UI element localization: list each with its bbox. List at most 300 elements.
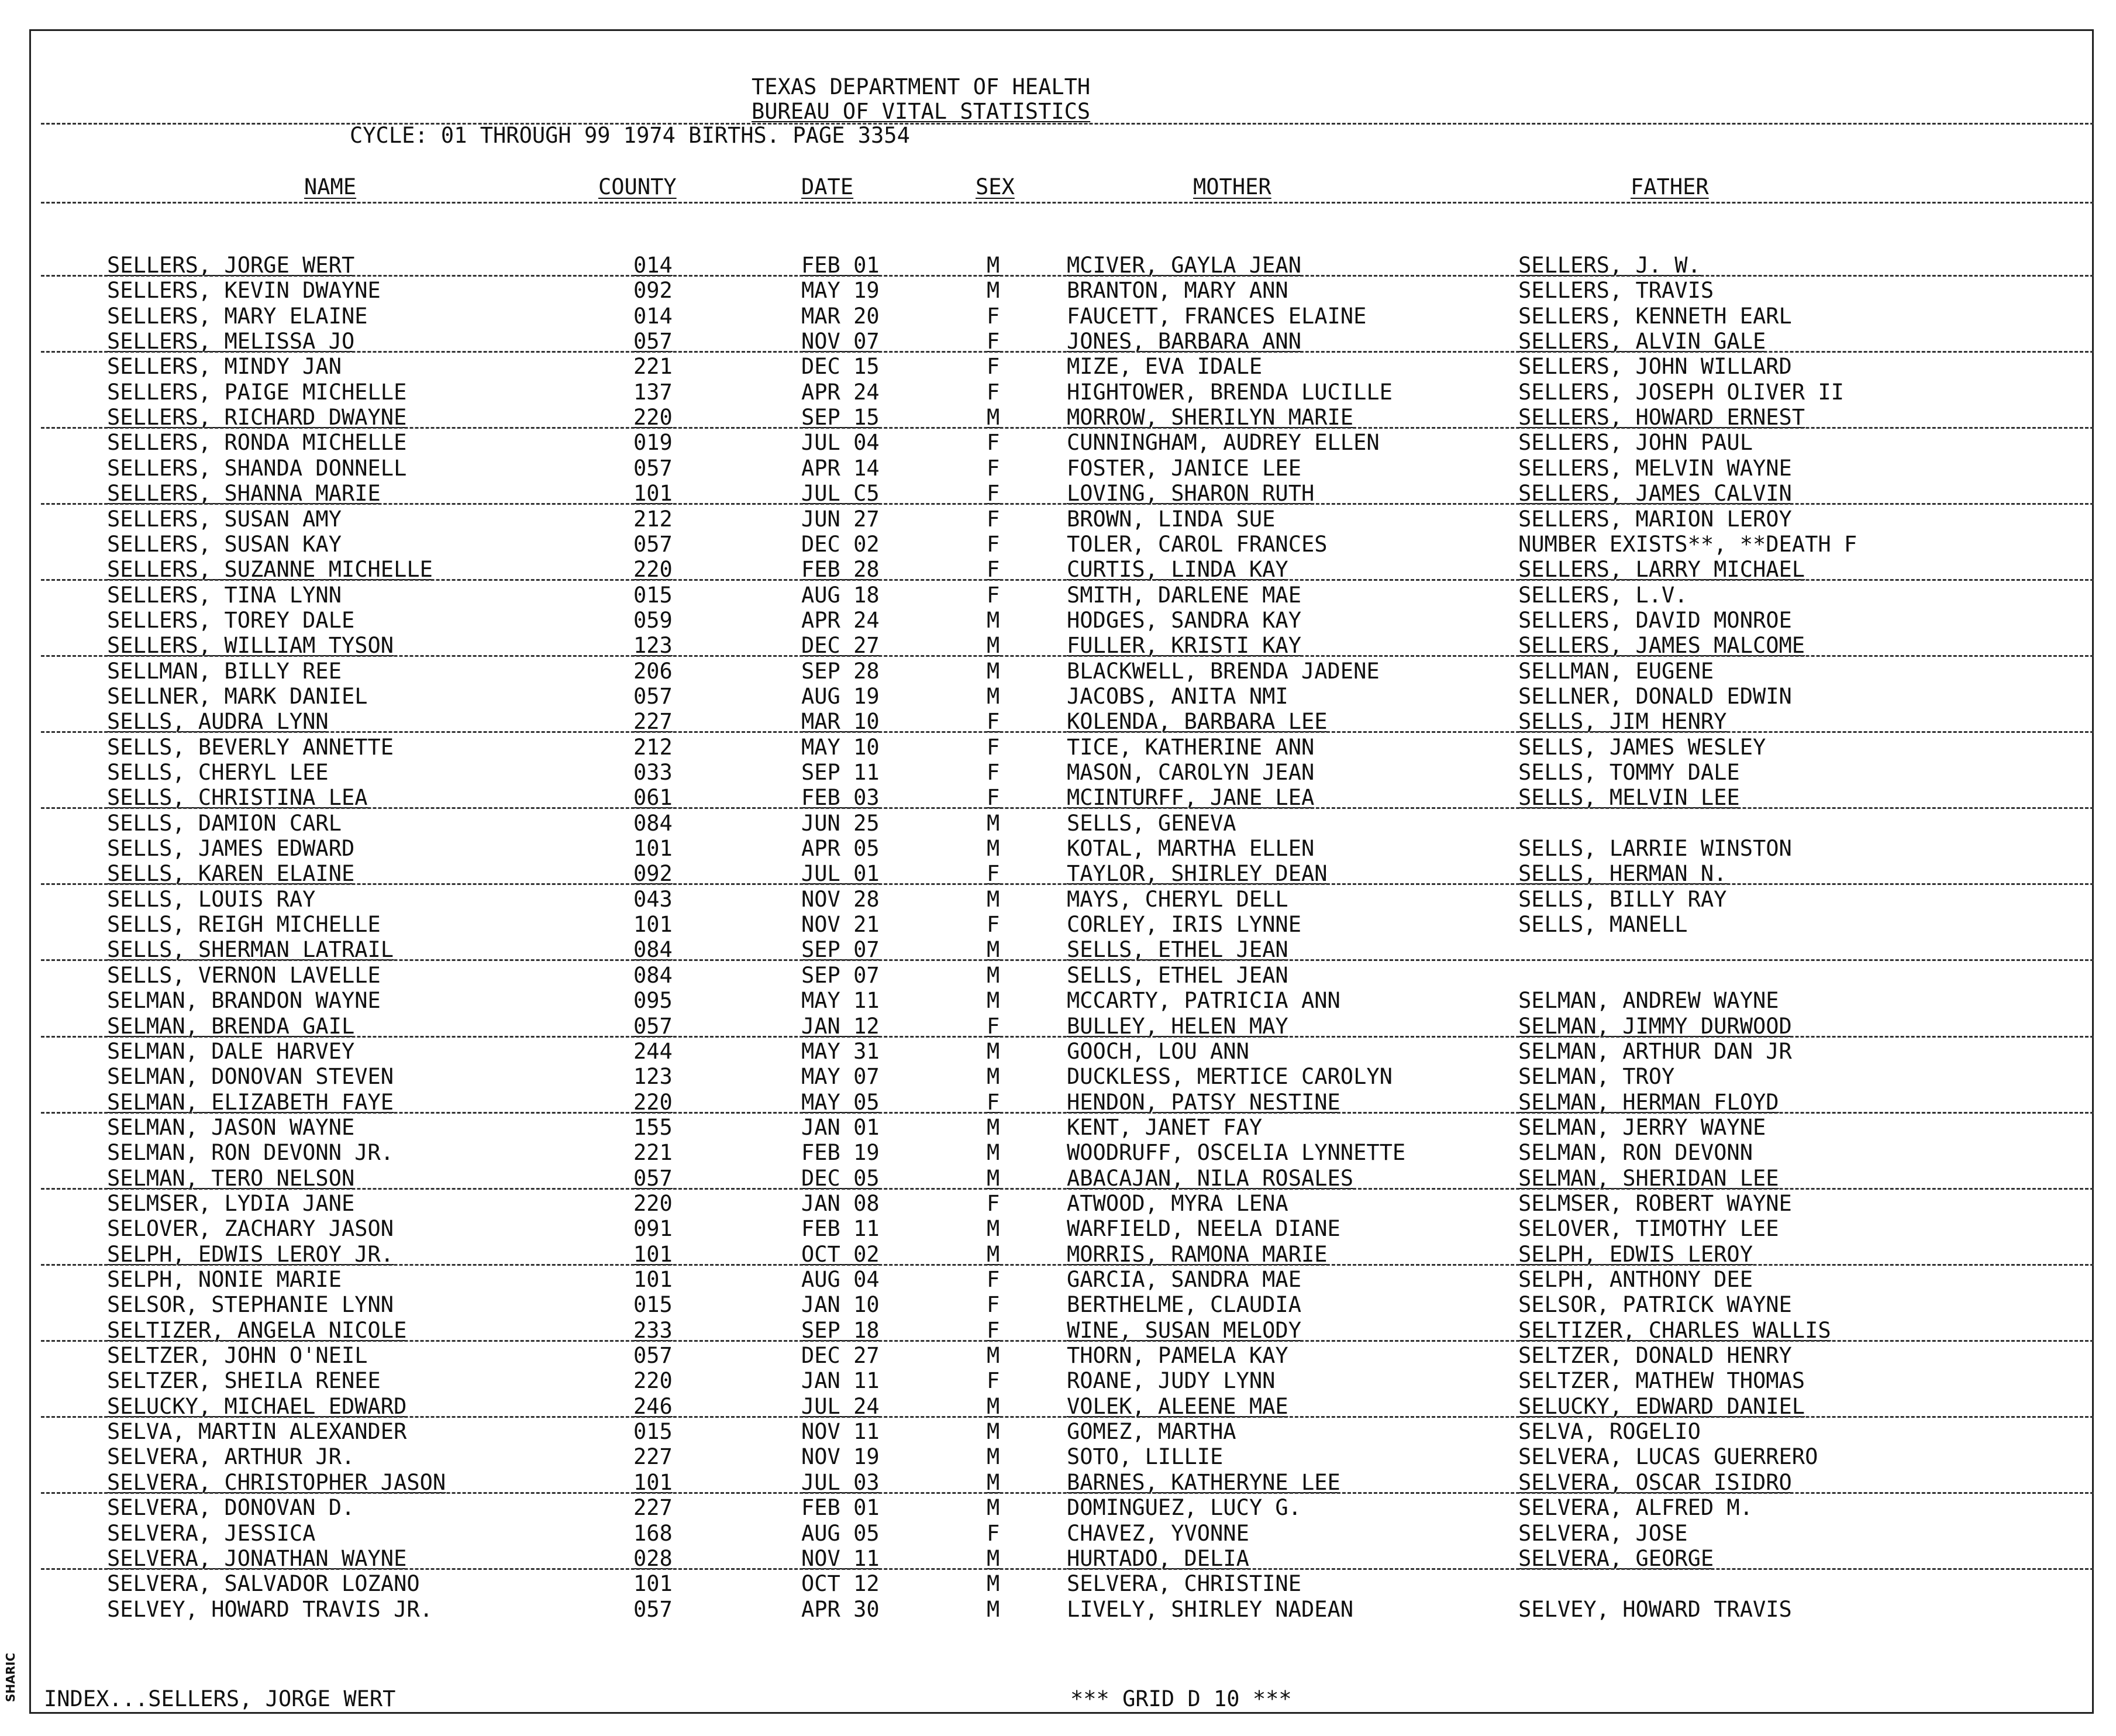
cell-name: SELLERS, TOREY DALE — [107, 607, 355, 633]
agency-title: TEXAS DEPARTMENT OF HEALTH — [752, 74, 1091, 99]
table-row — [0, 1242, 2116, 1267]
row-group-rule — [41, 1416, 2094, 1418]
cell-name: SELMAN, ELIZABETH FAYE — [107, 1089, 394, 1115]
cell-father: SELTZER, DONALD HENRY — [1518, 1343, 1792, 1369]
table-row — [0, 684, 2116, 709]
cell-sex: M — [987, 405, 1000, 430]
cell-county: 057 — [633, 329, 673, 354]
table-row — [0, 1546, 2116, 1571]
cell-mother: FAUCETT, FRANCES ELAINE — [1067, 303, 1367, 329]
bureau-title: BUREAU OF VITAL STATISTICS — [752, 99, 1091, 124]
cell-county: 092 — [633, 278, 673, 304]
cell-county: 043 — [633, 886, 673, 912]
cell-date: FEB 03 — [801, 785, 880, 811]
cell-date: MAY 10 — [801, 734, 880, 760]
table-row — [0, 532, 2116, 557]
cell-sex: F — [987, 379, 1000, 405]
row-group-rule — [41, 275, 2094, 277]
cell-name: SELLERS, WILLIAM TYSON — [107, 633, 394, 659]
row-group-rule — [41, 1568, 2094, 1570]
cell-date: DEC 27 — [801, 633, 880, 659]
table-row — [0, 735, 2116, 760]
table-row — [0, 354, 2116, 379]
cell-county: 244 — [633, 1038, 673, 1064]
cell-father: SELMAN, ANDREW WAYNE — [1518, 988, 1779, 1014]
table-row — [0, 1344, 2116, 1368]
cell-date: OCT 02 — [801, 1241, 880, 1267]
cell-date: AUG 19 — [801, 683, 880, 709]
cell-mother: HIGHTOWER, BRENDA LUCILLE — [1067, 379, 1393, 405]
cell-sex: F — [987, 1089, 1000, 1115]
row-group-rule — [41, 351, 2094, 353]
table-row — [0, 1039, 2116, 1064]
cell-sex: M — [987, 886, 1000, 912]
cell-date: DEC 02 — [801, 531, 880, 557]
cell-mother: KOLENDA, BARBARA LEE — [1067, 709, 1328, 735]
cell-date: FEB 19 — [801, 1140, 880, 1166]
table-row — [0, 430, 2116, 455]
cell-mother: SOTO, LILLIE — [1067, 1444, 1224, 1470]
cell-name: SELMAN, RON DEVONN JR. — [107, 1140, 394, 1166]
cell-date: MAY 19 — [801, 278, 880, 304]
cell-father: SELLERS, TRAVIS — [1518, 278, 1714, 304]
table-row — [0, 1496, 2116, 1520]
cell-mother: ABACAJAN, NILA ROSALES — [1067, 1165, 1354, 1191]
cell-father: SELLS, LARRIE WINSTON — [1518, 836, 1792, 862]
cell-county: 061 — [633, 785, 673, 811]
column-header-county: COUNTY — [598, 174, 677, 199]
cell-mother: TAYLOR, SHIRLEY DEAN — [1067, 861, 1328, 887]
cycle-line: CYCLE: 01 THROUGH 99 1974 BIRTHS. PAGE 3354 — [350, 123, 910, 148]
cell-county: 168 — [633, 1520, 673, 1546]
cell-county: 059 — [633, 607, 673, 633]
cell-name: SELLERS, SHANNA MARIE — [107, 481, 381, 507]
cell-mother: DOMINGUEZ, LUCY G. — [1067, 1495, 1301, 1521]
cell-sex: M — [987, 988, 1000, 1014]
cell-father: SELLERS, MARION LEROY — [1518, 506, 1792, 532]
cell-father: SELLS, MELVIN LEE — [1518, 785, 1740, 811]
cell-name: SELVERA, JONATHAN WAYNE — [107, 1545, 407, 1571]
table-row — [0, 659, 2116, 684]
cell-mother: CHAVEZ, YVONNE — [1067, 1520, 1249, 1546]
cell-county: 123 — [633, 633, 673, 659]
cell-date: MAR 20 — [801, 303, 880, 329]
cell-county: 057 — [633, 683, 673, 709]
cell-sex: M — [987, 1596, 1000, 1622]
cell-date: JUL 03 — [801, 1469, 880, 1495]
column-header-sex: SEX — [976, 174, 1015, 199]
cell-county: 084 — [633, 810, 673, 836]
row-group-rule — [41, 731, 2094, 733]
cell-father: SELVERA, JOSE — [1518, 1520, 1688, 1546]
table-row — [0, 557, 2116, 582]
cell-date: DEC 27 — [801, 1343, 880, 1369]
cell-name: SELSOR, STEPHANIE LYNN — [107, 1292, 394, 1318]
cell-father: SELLERS, L.V. — [1518, 582, 1688, 608]
cell-mother: MIZE, EVA IDALE — [1067, 354, 1263, 380]
table-row — [0, 583, 2116, 608]
cell-sex: M — [987, 1419, 1000, 1445]
cell-county: 101 — [633, 1469, 673, 1495]
cell-sex: M — [987, 683, 1000, 709]
cell-mother: SELVERA, CHRISTINE — [1067, 1571, 1301, 1597]
cell-county: 227 — [633, 1495, 673, 1521]
cell-date: APR 24 — [801, 379, 880, 405]
cell-name: SELLS, JAMES EDWARD — [107, 836, 355, 862]
cell-name: SELMAN, BRANDON WAYNE — [107, 988, 381, 1014]
row-group-rule — [41, 1188, 2094, 1190]
table-row — [0, 887, 2116, 912]
cell-county: 233 — [633, 1317, 673, 1343]
cell-father: SELPH, EDWIS LEROY — [1518, 1241, 1753, 1267]
cell-name: SELLERS, MARY ELAINE — [107, 303, 368, 329]
cell-sex: F — [987, 912, 1000, 938]
row-group-rule — [41, 1340, 2094, 1342]
cell-sex: M — [987, 1545, 1000, 1571]
cell-sex: M — [987, 836, 1000, 862]
cell-mother: SELLS, ETHEL JEAN — [1067, 962, 1288, 988]
cell-father: SELTIZER, CHARLES WALLIS — [1518, 1317, 1831, 1343]
cell-date: AUG 05 — [801, 1520, 880, 1546]
table-row — [0, 329, 2116, 354]
cell-county: 101 — [633, 481, 673, 507]
cell-father: SELVEY, HOWARD TRAVIS — [1518, 1596, 1792, 1622]
cell-father: SELOVER, TIMOTHY LEE — [1518, 1216, 1779, 1242]
cell-name: SELLERS, MINDY JAN — [107, 354, 342, 380]
table-row — [0, 836, 2116, 861]
cell-date: FEB 11 — [801, 1216, 880, 1242]
cell-father: SELLS, TOMMY DALE — [1518, 760, 1740, 785]
cell-name: SELMAN, DALE HARVEY — [107, 1038, 355, 1064]
table-row — [0, 1141, 2116, 1165]
cell-name: SELPH, NONIE MARIE — [107, 1267, 342, 1292]
cell-county: 220 — [633, 1368, 673, 1394]
table-row — [0, 1470, 2116, 1495]
cell-sex: F — [987, 709, 1000, 735]
cell-father: SELLERS, MELVIN WAYNE — [1518, 455, 1792, 481]
cell-father: SELLERS, J. W. — [1518, 253, 1701, 278]
cell-sex: F — [987, 303, 1000, 329]
cell-date: JUL 24 — [801, 1393, 880, 1419]
table-row — [0, 912, 2116, 937]
table-row — [0, 1394, 2116, 1419]
table-row — [0, 253, 2116, 278]
cell-county: 057 — [633, 1165, 673, 1191]
cell-name: SELLS, VERNON LAVELLE — [107, 962, 381, 988]
cell-sex: F — [987, 557, 1000, 583]
cell-sex: M — [987, 1495, 1000, 1521]
cell-mother: HURTADO, DELIA — [1067, 1545, 1249, 1571]
cell-father: SELLERS, HOWARD ERNEST — [1518, 405, 1805, 430]
cell-mother: HENDON, PATSY NESTINE — [1067, 1089, 1340, 1115]
cell-name: SELLERS, MELISSA JO — [107, 329, 355, 354]
cell-county: 014 — [633, 303, 673, 329]
cell-county: 092 — [633, 861, 673, 887]
cell-county: 212 — [633, 506, 673, 532]
cell-date: APR 05 — [801, 836, 880, 862]
cell-date: JAN 08 — [801, 1190, 880, 1216]
cell-mother: KENT, JANET FAY — [1067, 1114, 1263, 1140]
cell-date: MAY 11 — [801, 988, 880, 1014]
row-group-rule — [41, 883, 2094, 885]
table-row — [0, 278, 2116, 303]
table-row — [0, 1065, 2116, 1089]
cell-father: SELLERS, DAVID MONROE — [1518, 607, 1792, 633]
cell-date: DEC 05 — [801, 1165, 880, 1191]
cell-mother: ROANE, JUDY LYNN — [1067, 1368, 1276, 1394]
cell-father: SELMAN, SHERIDAN LEE — [1518, 1165, 1779, 1191]
cell-mother: BROWN, LINDA SUE — [1067, 506, 1276, 532]
cell-county: 220 — [633, 405, 673, 430]
cell-county: 057 — [633, 531, 673, 557]
cell-date: MAY 07 — [801, 1064, 880, 1090]
cell-father: SELMAN, JERRY WAYNE — [1518, 1114, 1766, 1140]
cell-county: 221 — [633, 1140, 673, 1166]
cell-county: 101 — [633, 1267, 673, 1292]
cell-date: NOV 07 — [801, 329, 880, 354]
cell-sex: F — [987, 430, 1000, 456]
cell-county: 084 — [633, 962, 673, 988]
table-row — [0, 1090, 2116, 1115]
cell-name: SELLERS, JORGE WERT — [107, 253, 355, 278]
cell-name: SELMAN, BRENDA GAIL — [107, 1013, 355, 1039]
cell-sex: M — [987, 1444, 1000, 1470]
cell-mother: GARCIA, SANDRA MAE — [1067, 1267, 1301, 1292]
cell-county: 019 — [633, 430, 673, 456]
cell-name: SELLERS, SUZANNE MICHELLE — [107, 557, 433, 583]
cell-date: NOV 11 — [801, 1545, 880, 1571]
cell-name: SELVEY, HOWARD TRAVIS JR. — [107, 1596, 433, 1622]
footer-index: INDEX...SELLERS, JORGE WERT — [44, 1686, 396, 1711]
cell-sex: M — [987, 1064, 1000, 1090]
side-note-text: SHARIC — [4, 1652, 18, 1702]
cell-father: SELLS, BILLY RAY — [1518, 886, 1727, 912]
cell-father: SELLERS, JOHN WILLARD — [1518, 354, 1792, 380]
cell-name: SELMSER, LYDIA JANE — [107, 1190, 355, 1216]
table-row — [0, 988, 2116, 1013]
cell-date: APR 24 — [801, 607, 880, 633]
cell-sex: F — [987, 1317, 1000, 1343]
cell-name: SELOVER, ZACHARY JASON — [107, 1216, 394, 1242]
cell-sex: F — [987, 1190, 1000, 1216]
cell-name: SELVERA, DONOVAN D. — [107, 1495, 355, 1521]
cell-sex: F — [987, 760, 1000, 785]
cell-sex: F — [987, 1520, 1000, 1546]
cell-name: SELLS, REIGH MICHELLE — [107, 912, 381, 938]
cell-name: SELPH, EDWIS LEROY JR. — [107, 1241, 394, 1267]
cell-name: SELUCKY, MICHAEL EDWARD — [107, 1393, 407, 1419]
cell-date: JAN 01 — [801, 1114, 880, 1140]
cell-sex: F — [987, 1267, 1000, 1292]
row-group-rule — [41, 959, 2094, 961]
cell-name: SELLS, KAREN ELAINE — [107, 861, 355, 887]
cell-date: AUG 18 — [801, 582, 880, 608]
cell-date: APR 30 — [801, 1596, 880, 1622]
table-row — [0, 1267, 2116, 1292]
cell-name: SELLERS, SHANDA DONNELL — [107, 455, 407, 481]
cell-father: SELMAN, HERMAN FLOYD — [1518, 1089, 1779, 1115]
cell-mother: GOMEZ, MARTHA — [1067, 1419, 1236, 1445]
cell-father: SELUCKY, EDWARD DANIEL — [1518, 1393, 1805, 1419]
column-header-mother: MOTHER — [1193, 174, 1271, 199]
cell-name: SELVERA, ARTHUR JR. — [107, 1444, 355, 1470]
cell-sex: F — [987, 1013, 1000, 1039]
cell-mother: MCCARTY, PATRICIA ANN — [1067, 988, 1340, 1014]
cell-name: SELLMAN, BILLY REE — [107, 658, 342, 684]
table-row — [0, 1191, 2116, 1216]
cell-county: 015 — [633, 1292, 673, 1318]
cell-date: SEP 15 — [801, 405, 880, 430]
cell-mother: MORRIS, RAMONA MARIE — [1067, 1241, 1328, 1267]
cell-county: 091 — [633, 1216, 673, 1242]
cell-mother: FULLER, KRISTI KAY — [1067, 633, 1301, 659]
cell-mother: MCIVER, GAYLA JEAN — [1067, 253, 1301, 278]
cell-county: 033 — [633, 760, 673, 785]
cell-sex: M — [987, 253, 1000, 278]
table-row — [0, 456, 2116, 481]
cell-mother: CORLEY, IRIS LYNNE — [1067, 912, 1301, 938]
cell-name: SELLERS, SUSAN KAY — [107, 531, 342, 557]
cell-sex: M — [987, 633, 1000, 659]
cell-county: 057 — [633, 455, 673, 481]
cell-sex: M — [987, 1393, 1000, 1419]
cell-sex: M — [987, 1140, 1000, 1166]
cell-father: SELVERA, GEORGE — [1518, 1545, 1714, 1571]
table-row — [0, 304, 2116, 329]
cell-county: 137 — [633, 379, 673, 405]
table-row — [0, 608, 2116, 633]
cell-sex: M — [987, 1571, 1000, 1597]
cell-mother: DUCKLESS, MERTICE CAROLYN — [1067, 1064, 1393, 1090]
row-group-rule — [41, 1264, 2094, 1266]
table-row — [0, 938, 2116, 962]
cell-mother: BERTHELME, CLAUDIA — [1067, 1292, 1301, 1318]
cell-sex: F — [987, 329, 1000, 354]
cell-father: SELMAN, RON DEVONN — [1518, 1140, 1753, 1166]
cell-sex: M — [987, 1216, 1000, 1242]
cell-county: 246 — [633, 1393, 673, 1419]
cell-mother: FOSTER, JANICE LEE — [1067, 455, 1301, 481]
cell-county: 057 — [633, 1596, 673, 1622]
table-row — [0, 1521, 2116, 1546]
cell-date: JUL 01 — [801, 861, 880, 887]
cell-name: SELTZER, SHEILA RENEE — [107, 1368, 381, 1394]
cell-county: 221 — [633, 354, 673, 380]
cell-sex: F — [987, 785, 1000, 811]
cell-county: 206 — [633, 658, 673, 684]
cell-date: FEB 01 — [801, 1495, 880, 1521]
cell-mother: MCINTURFF, JANE LEA — [1067, 785, 1315, 811]
cell-mother: LOVING, SHARON RUTH — [1067, 481, 1315, 507]
cell-sex: F — [987, 481, 1000, 507]
cell-father: SELSOR, PATRICK WAYNE — [1518, 1292, 1792, 1318]
table-row — [0, 1445, 2116, 1469]
cell-county: 227 — [633, 1444, 673, 1470]
cell-date: JAN 10 — [801, 1292, 880, 1318]
cell-mother: ATWOOD, MYRA LENA — [1067, 1190, 1288, 1216]
row-group-rule — [41, 503, 2094, 505]
cell-county: 057 — [633, 1013, 673, 1039]
cell-father: SELLS, MANELL — [1518, 912, 1688, 938]
cell-mother: VOLEK, ALEENE MAE — [1067, 1393, 1288, 1419]
cell-county: 220 — [633, 1089, 673, 1115]
cell-mother: CURTIS, LINDA KAY — [1067, 557, 1288, 583]
cell-father: SELTZER, MATHEW THOMAS — [1518, 1368, 1805, 1394]
cell-mother: BARNES, KATHERYNE LEE — [1067, 1469, 1340, 1495]
cell-county: 212 — [633, 734, 673, 760]
cell-sex: F — [987, 455, 1000, 481]
cell-date: JAN 12 — [801, 1013, 880, 1039]
cell-name: SELLERS, KEVIN DWAYNE — [107, 278, 381, 304]
cell-father: SELLERS, JAMES CALVIN — [1518, 481, 1792, 507]
cell-sex: F — [987, 354, 1000, 380]
table-row — [0, 1597, 2116, 1622]
cell-father: SELLERS, JOSEPH OLIVER II — [1518, 379, 1844, 405]
cell-father: SELLNER, DONALD EDWIN — [1518, 683, 1792, 709]
cell-sex: F — [987, 582, 1000, 608]
cell-name: SELMAN, JASON WAYNE — [107, 1114, 355, 1140]
table-row — [0, 1369, 2116, 1393]
row-group-rule — [41, 807, 2094, 809]
cell-sex: F — [987, 506, 1000, 532]
cell-name: SELLS, CHERYL LEE — [107, 760, 329, 785]
cell-name: SELMAN, TERO NELSON — [107, 1165, 355, 1191]
table-row — [0, 760, 2116, 785]
cell-date: SEP 18 — [801, 1317, 880, 1343]
table-row — [0, 709, 2116, 734]
cell-date: NOV 21 — [801, 912, 880, 938]
cell-county: 101 — [633, 1571, 673, 1597]
cell-father: SELMAN, JIMMY DURWOOD — [1518, 1013, 1792, 1039]
cell-date: DEC 15 — [801, 354, 880, 380]
cell-father: SELVERA, LUCAS GUERRERO — [1518, 1444, 1818, 1470]
table-row — [0, 963, 2116, 988]
cell-father: SELLERS, JAMES MALCOME — [1518, 633, 1805, 659]
cell-mother: KOTAL, MARTHA ELLEN — [1067, 836, 1315, 862]
cell-sex: M — [987, 1114, 1000, 1140]
cell-name: SELVERA, JESSICA — [107, 1520, 316, 1546]
column-header-father: FATHER — [1631, 174, 1709, 199]
table-row — [0, 1115, 2116, 1140]
table-row — [0, 1166, 2116, 1191]
cell-sex: M — [987, 1343, 1000, 1369]
cell-date: SEP 07 — [801, 937, 880, 963]
cell-name: SELLERS, RICHARD DWAYNE — [107, 405, 407, 430]
cell-name: SELTZER, JOHN O'NEIL — [107, 1343, 368, 1369]
cell-mother: THORN, PAMELA KAY — [1067, 1343, 1288, 1369]
cell-sex: M — [987, 810, 1000, 836]
row-group-rule — [41, 579, 2094, 581]
cell-county: 014 — [633, 253, 673, 278]
cell-sex: F — [987, 1292, 1000, 1318]
cell-date: SEP 07 — [801, 962, 880, 988]
table-row — [0, 1014, 2116, 1039]
cell-mother: TICE, KATHERINE ANN — [1067, 734, 1315, 760]
cell-mother: WINE, SUSAN MELODY — [1067, 1317, 1301, 1343]
cell-county: 057 — [633, 1343, 673, 1369]
cell-sex: F — [987, 734, 1000, 760]
table-row — [0, 507, 2116, 532]
cell-mother: BULLEY, HELEN MAY — [1067, 1013, 1288, 1039]
cell-sex: F — [987, 1368, 1000, 1394]
cell-county: 101 — [633, 1241, 673, 1267]
cell-date: FEB 01 — [801, 253, 880, 278]
cell-county: 101 — [633, 836, 673, 862]
cell-sex: M — [987, 962, 1000, 988]
cell-name: SELLNER, MARK DANIEL — [107, 683, 368, 709]
cell-county: 015 — [633, 1419, 673, 1445]
cell-sex: M — [987, 658, 1000, 684]
